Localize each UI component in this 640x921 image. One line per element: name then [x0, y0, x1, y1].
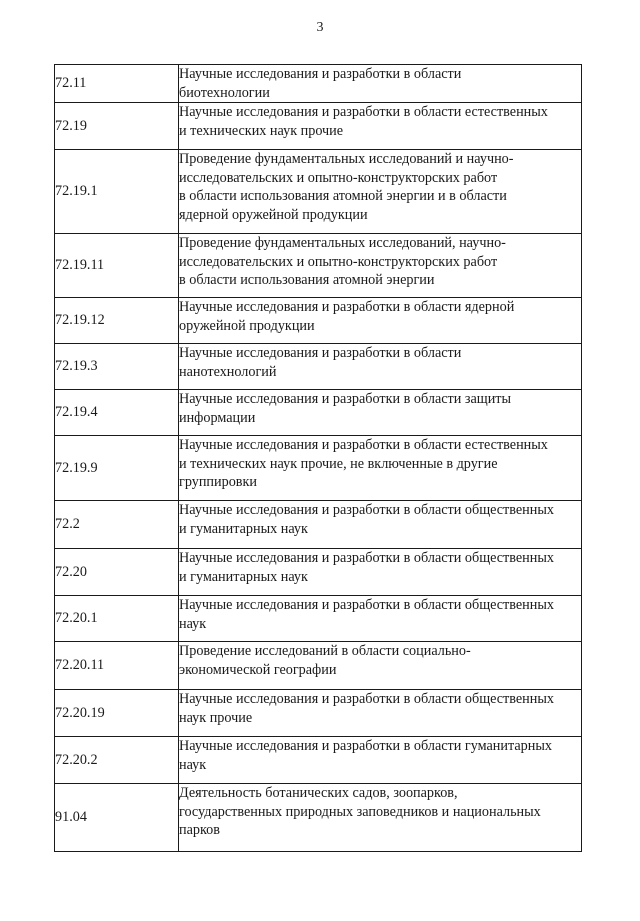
table-row — [55, 642, 582, 690]
description-line: Деятельность ботанических садов, зоопарков, — [179, 785, 458, 801]
description-line: Научные исследования и разработки в области гуманитарных — [179, 738, 552, 754]
table-row — [55, 390, 582, 436]
activity-description — [179, 390, 582, 436]
description-line: информации — [179, 409, 256, 426]
activity-description — [179, 298, 582, 344]
description-line: наук — [179, 756, 207, 773]
description-line: Научные исследования и разработки в области ядерной — [179, 299, 515, 315]
activity-code: 91.04 — [55, 784, 179, 852]
description-line: биотехнологии — [179, 84, 270, 101]
activity-code: 72.19.3 — [55, 344, 179, 390]
description-line: и технических наук прочие — [179, 122, 344, 139]
description-line: Научные исследования и разработки в области общественных — [179, 502, 554, 518]
table-row — [55, 784, 582, 852]
table-row — [55, 234, 582, 298]
activity-code: 72.19.11 — [55, 234, 179, 298]
description-line: исследовательских и опытно-конструкторских работ — [179, 253, 498, 270]
description-line: Научные исследования и разработки в области защиты — [179, 391, 512, 407]
activity-description — [179, 737, 582, 784]
activity-code: 72.20.11 — [55, 642, 179, 690]
table-row — [55, 65, 582, 103]
table-row — [55, 737, 582, 784]
table-row — [55, 436, 582, 501]
description-line: и гуманитарных наук — [179, 520, 308, 537]
activity-description — [179, 596, 582, 642]
activity-description — [179, 690, 582, 737]
table-row — [55, 344, 582, 390]
table-row — [55, 103, 582, 150]
table-row — [55, 549, 582, 596]
description-line: Проведение фундаментальных исследований, научно- — [179, 235, 506, 251]
activity-code: 72.19.4 — [55, 390, 179, 436]
table-row — [55, 501, 582, 549]
activity-code: 72.19.9 — [55, 436, 179, 501]
activity-description — [179, 65, 582, 103]
description-line: и технических наук прочие, не включенные в другие — [179, 455, 498, 472]
activity-code: 72.11 — [55, 65, 179, 103]
description-line: Проведение фундаментальных исследований и научно- — [179, 151, 514, 167]
description-line: Научные исследования и разработки в области общественных — [179, 597, 554, 613]
activity-code: 72.20.1 — [55, 596, 179, 642]
description-line: наук прочие — [179, 709, 253, 726]
activity-description — [179, 784, 582, 852]
description-line: в области использования атомной энергии — [179, 272, 435, 288]
description-line: наук — [179, 615, 207, 632]
description-line: Научные исследования и разработки в области общественных — [179, 691, 554, 707]
activity-description — [179, 501, 582, 549]
page-number: 3 — [316, 20, 324, 35]
activity-description — [179, 436, 582, 501]
description-line: группировки — [179, 474, 257, 490]
activity-description — [179, 344, 582, 390]
activity-description — [179, 103, 582, 150]
table-row — [55, 690, 582, 737]
activity-code: 72.19 — [55, 103, 179, 150]
description-line: экономической географии — [179, 661, 337, 678]
activity-code: 72.20.2 — [55, 737, 179, 784]
activity-description — [179, 549, 582, 596]
description-line: нанотехнологий — [179, 363, 277, 380]
activity-code: 72.20.19 — [55, 690, 179, 737]
description-line: ядерной оружейной продукции — [179, 206, 368, 223]
description-line: Научные исследования и разработки в области — [179, 345, 462, 361]
activity-codes-table — [54, 64, 582, 852]
description-line: государственных природных заповедников и национальных — [179, 803, 541, 820]
activity-description — [179, 642, 582, 690]
table-row — [55, 298, 582, 344]
description-line: парков — [179, 822, 220, 838]
description-line: исследовательских и опытно-конструкторских работ — [179, 169, 498, 186]
description-line: в области использования атомной энергии и в области — [179, 188, 507, 204]
description-line: Научные исследования и разработки в области общественных — [179, 550, 554, 566]
activity-code: 72.19.12 — [55, 298, 179, 344]
activity-description — [179, 234, 582, 298]
description-line: оружейной продукции — [179, 317, 315, 334]
table-body — [55, 65, 582, 852]
description-line: Научные исследования и разработки в области естественных — [179, 104, 548, 120]
table-row — [55, 150, 582, 234]
description-line: Научные исследования и разработки в области — [179, 66, 462, 82]
activity-code: 72.20 — [55, 549, 179, 596]
table-row — [55, 596, 582, 642]
description-line: и гуманитарных наук — [179, 568, 308, 585]
description-line: Проведение исследований в области социально- — [179, 643, 471, 659]
activity-code: 72.19.1 — [55, 150, 179, 234]
activity-description — [179, 150, 582, 234]
activity-code: 72.2 — [55, 501, 179, 549]
description-line: Научные исследования и разработки в области естественных — [179, 437, 548, 453]
